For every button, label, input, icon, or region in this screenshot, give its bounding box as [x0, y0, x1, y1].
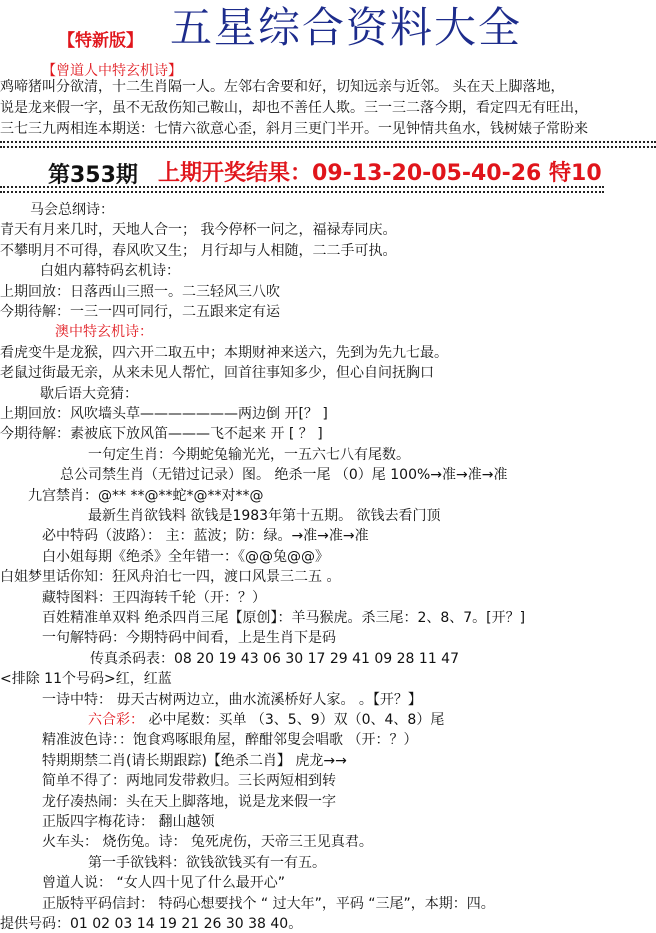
content-line: 曾道人说： “女人四十见了什么最开心” [42, 875, 285, 892]
content-line: 看虎变牛是龙猴，四六开二取五中；本期财神来送六，先到为先九七最。 [0, 344, 448, 361]
content-line: <排除 11个号码>红，红蓝 [0, 671, 172, 688]
line-label: 六合彩： [88, 712, 144, 728]
content-line: 正版特平码信封： 特码心想要找个 “ 过大年”，平码 “三尾”，本期：四。 [42, 895, 495, 912]
content-line: 简单不得了：两地同发带救归。三长两短相到转 [42, 773, 336, 790]
content-line [88, 711, 444, 729]
page-title: 五星综合资料大全 [170, 3, 523, 52]
content-line: 第一手欲钱料：欲钱欲钱买有一有五。 [88, 854, 326, 871]
divider [0, 191, 604, 193]
content-line: 最新生肖欲钱料 欲钱是1983年第十五期。 欲钱去看门顶 [88, 508, 441, 524]
result-label: 上期开奖结果： [158, 161, 313, 186]
content-line: 火车头： 烧伤兔。诗： 兔死虎伤，天帝三王见真君。 [42, 834, 373, 851]
content-line: 白姐梦里话你知：狂风舟泊七一四，渡口风景三二五 。 [0, 569, 341, 586]
winning-numbers: 09-13-20-05-40-26 [312, 161, 542, 186]
content-line: 龙仔凑热闹：头在天上脚落地，说是龙来假一字 [42, 793, 336, 810]
content-line: 必中特码（波路）： 主：蓝波；防：绿。→准→准→准 [42, 528, 369, 545]
content-line: 澳中特玄机诗： [55, 324, 153, 341]
content-line: 青天有月来几时，天地人合一； 我今停杯一问之，福禄寿同庆。 [0, 222, 397, 239]
content-line: 歇后语大竞猜： [40, 385, 138, 402]
content-line: 不攀明月不可得，春风吹又生； 月行却与人相随，二二手可执。 [0, 242, 397, 259]
content-line: 百姓精准单双料 绝杀四肖三尾【原创】：羊马猴虎。杀三尾：2、8、7。[开？] [42, 610, 526, 626]
content-line: 今期待解：素被底下放风笛———飞不起来 开 [ ？ ] [0, 426, 323, 443]
content-line: 上期回放：风吹墙头草———————两边倒 开[？ ] [0, 406, 328, 422]
content-line: 正版四字梅花诗： 翻山越领 [42, 814, 215, 830]
divider [0, 141, 656, 143]
content-line: 九宫禁肖：@** **@**蛇*@**对**@ [28, 487, 264, 504]
intro-line: 鸡啼猪叫分欲清，十二生肖隔一人。左邻右舍要和好，切知远亲与近邻。 头在天上脚落地， [0, 79, 565, 95]
content-line: 一句解特码：今期特码中间看，上是生肖下是码 [42, 630, 336, 647]
intro-line: 三七三九两相连本期送：七情六欲意心歪，斜月三更门半开。一见钟情共鱼水，钱树婊子常盼来 [0, 121, 588, 137]
content-line: 一句定生肖：今期蛇兔输光光，一五六七八有尾数。 [88, 446, 410, 463]
divider [0, 146, 656, 148]
issue-number: 第353期 [48, 163, 138, 188]
content-line: 老鼠过街最无亲，从来未见人帮忙，回首往事知多少，但心自问抚胸口 [0, 365, 434, 382]
content-line: 传真杀码表：08 20 19 43 06 30 17 29 41 09 28 11 47 [90, 650, 459, 667]
content-line: 马会总纲诗： [30, 202, 114, 218]
content-line: 白小姐每期《绝杀》全年错一：《@@兔@@》 [42, 548, 329, 565]
content-line: 白姐内幕特码玄机诗： [40, 263, 180, 280]
content-line: 藏特图料：王四海转千轮（开：？） [42, 589, 266, 606]
special-number: 特10 [549, 161, 602, 186]
intro-line: 说是龙来假一字，虽不无敌伤知己鞍山，却也不善任人欺。三一三二落今期，看定四无有旺出， [0, 100, 588, 116]
edition-badge: 【特新版】 [58, 31, 143, 51]
line-text: 必中尾数：买单 （3、5、9）双（0、4、8）尾 [144, 712, 445, 728]
content-line: 总公司禁生肖（无错过记录）图。 绝杀一尾 （0）尾 100%→准→准→准 [60, 467, 508, 484]
content-line: 特期期禁二肖(请长期跟踪)【绝杀二肖】 虎龙→→ [42, 752, 347, 769]
result-line [158, 156, 602, 187]
section-subtitle: 【曾道人中特玄机诗】 [42, 63, 182, 79]
content-line: 上期回放：日落西山三照一。二三轻风三八吹 [0, 283, 280, 300]
content-line: 提供号码：01 02 03 14 19 21 26 30 38 40。 [0, 916, 303, 932]
content-line: 精准波色诗：：饱食鸡啄眼角屋，醉酣邻叟会唱歌 （开：？） [42, 732, 418, 749]
divider [0, 186, 604, 188]
content-line: 今期待解：一三一四可同行，二五跟来定有运 [0, 304, 280, 320]
content-line: 一诗中特： 毋天古树两边立，曲水流溪桥好人家。 。【开？】 [42, 691, 422, 708]
